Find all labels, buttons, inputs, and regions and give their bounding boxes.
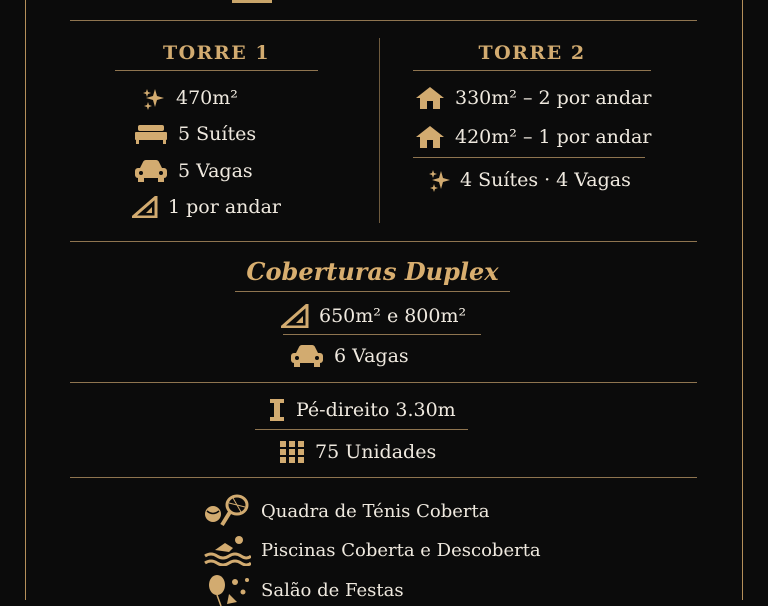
section-divider-3 [70, 477, 697, 478]
section-divider-2 [70, 382, 697, 383]
torre1-vagas [134, 159, 253, 183]
set-square-icon [281, 304, 309, 328]
column-icon [268, 398, 286, 422]
coberturas-area [281, 304, 466, 328]
torre1-suites-text: 5 Suítes [178, 123, 257, 145]
ceiling-height-text: Pé-direito 3.30m [296, 399, 456, 421]
torre2-title-underline [413, 70, 651, 71]
amenity-pools-text: Piscinas Coberta e Descoberta [261, 539, 541, 561]
amenity-tennis-text: Quadra de Ténis Coberta [261, 500, 490, 522]
torre2-unit-b [415, 125, 651, 149]
section-divider-1 [70, 241, 697, 242]
car-icon [290, 344, 324, 368]
torre1-area [142, 86, 238, 110]
bed-icon [134, 123, 168, 145]
coberturas-vagas-text: 6 Vagas [334, 345, 409, 367]
amenity-party [203, 574, 404, 606]
torre2-separator: · [544, 169, 551, 191]
torre1-title: TORRE 1 [162, 42, 271, 64]
torre2-extra [428, 168, 631, 192]
top-ornament [232, 0, 272, 3]
torre2-unit-b-text: 420m² – 1 por andar [455, 126, 652, 148]
frame-right-border [742, 0, 743, 600]
torre2-divider [413, 157, 645, 158]
car-icon [134, 159, 168, 183]
frame-left-border [25, 0, 26, 600]
set-square-icon [132, 196, 158, 218]
grid-icon [279, 440, 305, 464]
coberturas-title: Coberturas Duplex [246, 257, 499, 286]
units-count [279, 440, 436, 464]
top-divider [70, 20, 697, 21]
torre1-area-text: 470m² [176, 87, 238, 109]
torre2-title: TORRE 2 [478, 42, 586, 64]
coberturas-divider [283, 334, 481, 335]
house-icon [415, 86, 445, 110]
torre1-vagas-text: 5 Vagas [178, 160, 253, 182]
tennis-icon [203, 494, 251, 528]
torre1-suites [134, 123, 256, 145]
amenity-pools [203, 534, 541, 566]
sparkle-icon [428, 168, 450, 192]
coberturas-title-underline [235, 291, 510, 292]
coberturas-vagas [290, 344, 409, 368]
ceiling-height [268, 398, 456, 422]
pool-icon [203, 534, 251, 566]
torre1-floor-text: 1 por andar [168, 196, 281, 218]
amenity-party-text: Salão de Festas [261, 579, 404, 601]
coberturas-area-text: 650m² e 800m² [319, 305, 467, 327]
torre2-suites-text: 4 Suítes [460, 169, 539, 191]
torre2-unit-a-text: 330m² – 2 por andar [455, 87, 652, 109]
torre2-vagas-text: 4 Vagas [556, 169, 631, 191]
amenity-tennis [203, 494, 489, 528]
house-icon [415, 125, 445, 149]
column-divider [379, 38, 380, 223]
torre1-title-underline [115, 70, 318, 71]
party-icon [203, 574, 251, 606]
torre1-floor [132, 196, 281, 218]
units-count-text: 75 Unidades [315, 441, 437, 463]
sparkle-icon [142, 86, 166, 110]
torre2-unit-a [415, 86, 651, 110]
specs-divider [255, 429, 468, 430]
